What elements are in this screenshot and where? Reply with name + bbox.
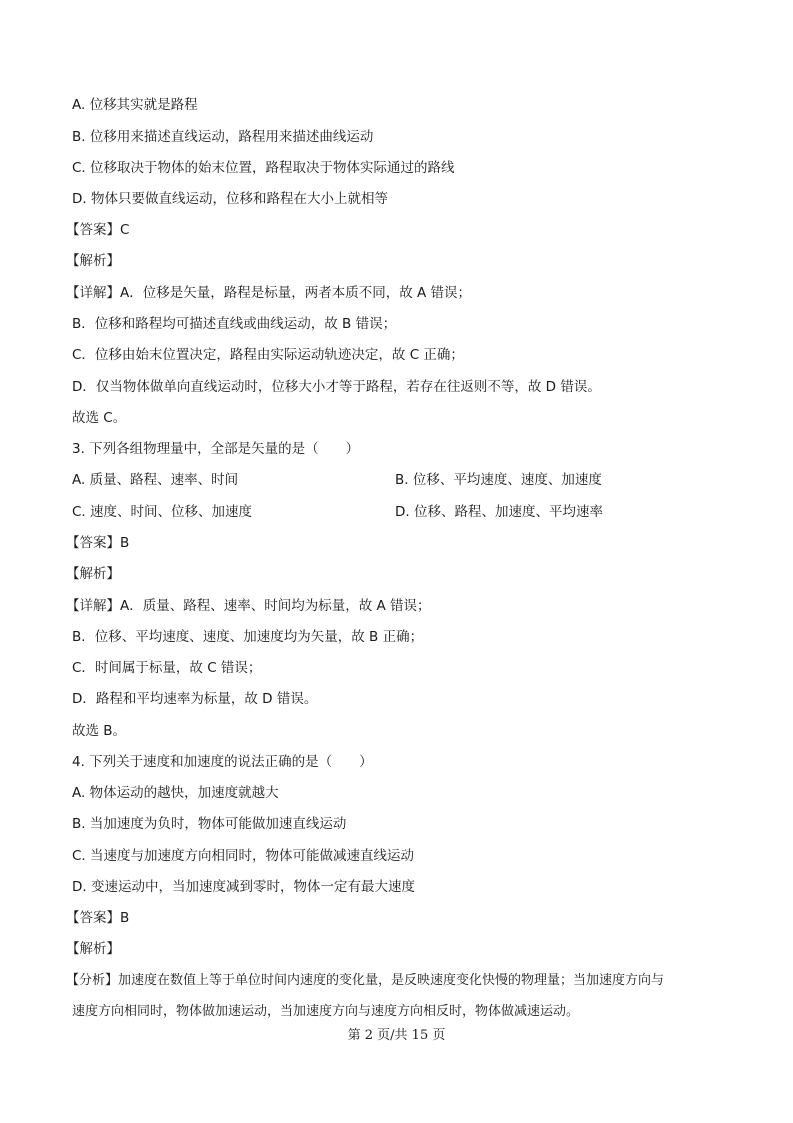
q3-conclusion: 故选 B。 [72, 723, 127, 739]
q3-answer: 【答案】B [66, 535, 130, 551]
q4-summary-line-2: 速度方向相同时，物体做加速运动，当加速度方向与速度方向相反时，物体做减速运动。 [72, 1004, 580, 1019]
q2-detail-b: B．位移和路程均可描述直线或曲线运动，故 B 错误； [72, 316, 397, 332]
q2-detail-d: D．仅当物体做单向直线运动时，位移大小才等于路程，若存在往返则不等，故 D 错误。 [72, 379, 601, 395]
q2-answer: 【答案】C [66, 222, 130, 238]
q3-option-b: B. 位移、平均速度、速度、加速度 [395, 472, 602, 488]
q4-stem: 4. 下列关于速度和加速度的说法正确的是（ ） [72, 754, 373, 770]
q3-option-d: D. 位移、路程、加速度、平均速率 [395, 504, 603, 520]
q2-option-d: D. 物体只要做直线运动，位移和路程在大小上就相等 [72, 191, 388, 207]
q4-answer: 【答案】B [66, 910, 130, 926]
q2-analysis-heading: 【解析】 [66, 253, 120, 269]
q4-option-d: D. 变速运动中，当加速度减到零时，物体一定有最大速度 [72, 879, 415, 895]
q4-option-a: A. 物体运动的越快，加速度就越大 [72, 785, 279, 801]
q3-option-c: C. 速度、时间、位移、加速度 [72, 504, 253, 520]
q4-analysis-heading: 【解析】 [66, 941, 120, 957]
q2-option-b: B. 位移用来描述直线运动，路程用来描述曲线运动 [72, 129, 374, 145]
q3-stem: 3. 下列各组物理量中，全部是矢量的是（ ） [72, 441, 360, 457]
q2-option-a: A. 位移其实就是路程 [72, 97, 198, 113]
q3-detail-a: 【详解】A．质量、路程、速率、时间均为标量，故 A 错误； [66, 598, 431, 614]
q2-option-c: C. 位移取决于物体的始末位置，路程取决于物体实际通过的路线 [72, 160, 455, 176]
q4-option-b: B. 当加速度为负时，物体可能做加速直线运动 [72, 816, 347, 832]
q2-detail-c: C．位移由始末位置决定，路程由实际运动轨迹决定，故 C 正确； [72, 347, 464, 363]
page-number: 第 2 页/共 15 页 [347, 1028, 446, 1043]
q4-option-c: C. 当速度与加速度方向相同时，物体可能做减速直线运动 [72, 848, 415, 864]
q2-conclusion: 故选 C。 [72, 410, 127, 426]
q4-summary-line-1: 【分析】加速度在数值上等于单位时间内速度的变化量，是反映速度变化快慢的物理量；当加速度方向与 [66, 973, 665, 988]
q3-detail-d: D．路程和平均速率为标量，故 D 错误。 [72, 691, 318, 707]
q3-option-a: A. 质量、路程、速率、时间 [72, 472, 239, 488]
q3-detail-c: C．时间属于标量，故 C 错误； [72, 660, 262, 676]
q3-detail-b: B．位移、平均速度、速度、加速度均为矢量，故 B 正确； [72, 629, 424, 645]
q3-analysis-heading: 【解析】 [66, 566, 120, 582]
q2-detail-a: 【详解】A．位移是矢量，路程是标量，两者本质不同，故 A 错误； [66, 285, 472, 301]
